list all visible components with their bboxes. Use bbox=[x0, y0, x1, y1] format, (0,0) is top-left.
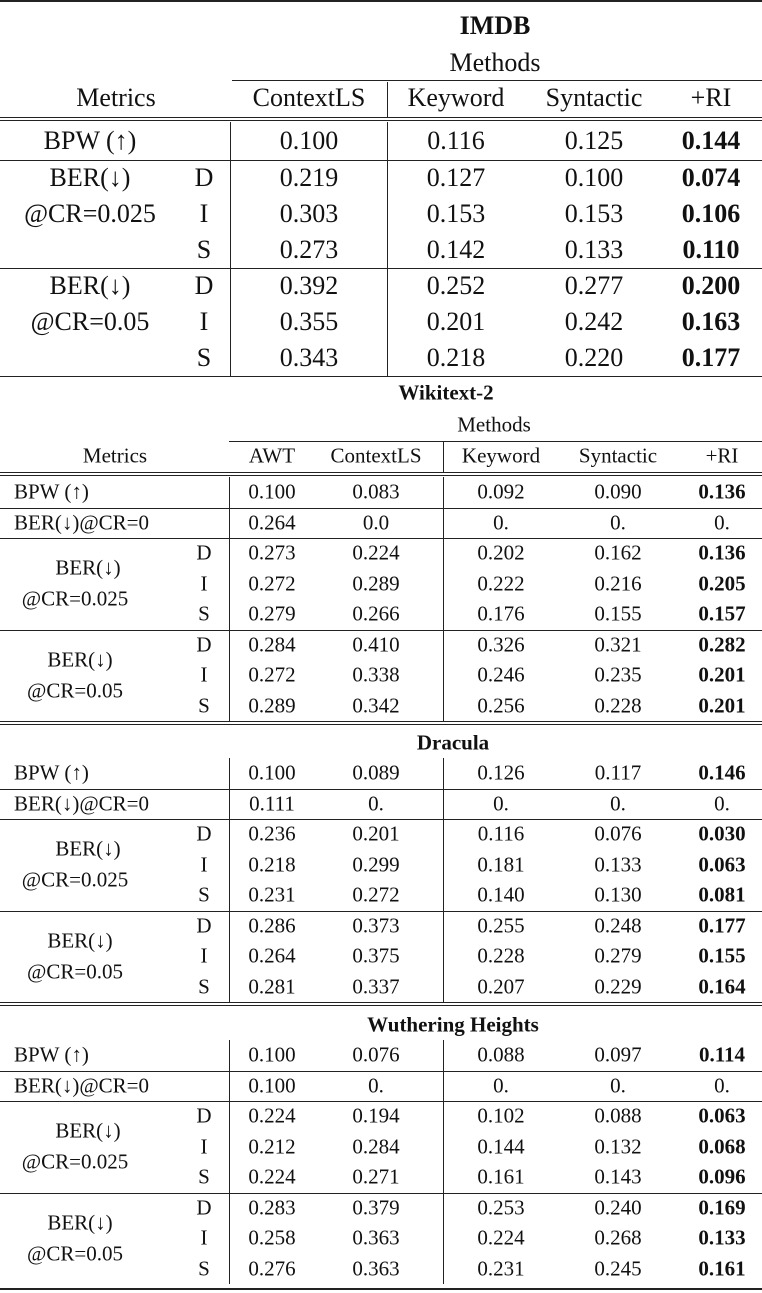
cell: 0.130 bbox=[594, 882, 642, 907]
metric-label: BPW (↑) bbox=[14, 479, 89, 504]
error-type: S bbox=[196, 343, 212, 372]
cell: 0.157 bbox=[698, 601, 746, 626]
cell: 0.373 bbox=[352, 913, 400, 938]
metric-label: BPW (↑) bbox=[43, 126, 137, 155]
cell: 0.088 bbox=[477, 1042, 525, 1067]
cell: 0. bbox=[610, 1073, 626, 1098]
metric-label: BER(↓) bbox=[49, 163, 131, 192]
cell: 0.264 bbox=[248, 510, 296, 535]
cell: 0.181 bbox=[477, 852, 525, 877]
error-type: I bbox=[200, 943, 208, 968]
metric-label: @CR=0.025 bbox=[24, 199, 156, 228]
error-type: S bbox=[198, 882, 210, 907]
metric-label: BER(↓)@CR=0 bbox=[14, 510, 150, 535]
methods-rule bbox=[229, 441, 762, 442]
cell: 0.202 bbox=[477, 540, 525, 565]
section-title: Dracula bbox=[416, 730, 490, 755]
metric-label: BER(↓) bbox=[47, 928, 113, 952]
cell: 0.272 bbox=[352, 882, 400, 907]
rule bbox=[0, 630, 762, 631]
rule bbox=[0, 1101, 762, 1102]
rule bbox=[0, 117, 762, 118]
rule bbox=[0, 724, 762, 725]
column-header: Keyword bbox=[461, 443, 541, 468]
cell: 0.282 bbox=[698, 632, 746, 657]
cell: 0.303 bbox=[279, 199, 339, 228]
cell: 0.100 bbox=[279, 126, 339, 155]
column-rule bbox=[443, 758, 444, 1002]
cell: 0.136 bbox=[698, 479, 746, 504]
cell: 0.177 bbox=[681, 343, 741, 372]
error-type: I bbox=[200, 662, 208, 687]
bottom-rule bbox=[0, 1288, 762, 1290]
column-rule bbox=[387, 122, 388, 376]
error-type: S bbox=[198, 693, 210, 718]
cell: 0.236 bbox=[248, 821, 296, 846]
cell: 0.194 bbox=[352, 1103, 400, 1128]
rule bbox=[0, 472, 762, 473]
rule bbox=[0, 268, 762, 269]
cell: 0.212 bbox=[248, 1134, 296, 1159]
cell: 0.136 bbox=[698, 540, 746, 565]
cell: 0.155 bbox=[698, 943, 746, 968]
cell: 0.030 bbox=[698, 821, 746, 846]
column-rule bbox=[443, 477, 444, 721]
cell: 0.219 bbox=[279, 163, 339, 192]
cell: 0.224 bbox=[352, 540, 400, 565]
column-rule bbox=[443, 442, 444, 472]
metric-label: @CR=0.05 bbox=[27, 678, 123, 702]
rule bbox=[0, 1002, 762, 1003]
cell: 0.092 bbox=[477, 479, 525, 504]
cell: 0. bbox=[368, 1073, 384, 1098]
cell: 0.133 bbox=[594, 852, 642, 877]
cell: 0.133 bbox=[698, 1225, 746, 1250]
metric-label: BER(↓) bbox=[49, 271, 131, 300]
cell: 0.125 bbox=[564, 126, 624, 155]
cell: 0.146 bbox=[698, 760, 746, 785]
cell: 0.090 bbox=[594, 479, 642, 504]
cell: 0.220 bbox=[564, 343, 624, 372]
metric-label: BER(↓) bbox=[55, 1118, 121, 1143]
cell: 0.216 bbox=[594, 571, 642, 596]
column-header: +RI bbox=[690, 83, 732, 112]
cell: 0.100 bbox=[564, 163, 624, 192]
cell: 0.176 bbox=[477, 601, 525, 626]
cell: 0.100 bbox=[248, 1042, 296, 1067]
cell: 0.286 bbox=[248, 913, 296, 938]
column-header: AWT bbox=[248, 443, 296, 468]
cell: 0.116 bbox=[427, 126, 485, 155]
cell: 0.132 bbox=[594, 1134, 642, 1159]
methods-rule bbox=[232, 80, 762, 81]
cell: 0.363 bbox=[352, 1256, 400, 1281]
cell: 0.279 bbox=[248, 601, 296, 626]
cell: 0.140 bbox=[477, 882, 525, 907]
column-header: ContextLS bbox=[252, 83, 366, 112]
cell: 0. bbox=[714, 1073, 730, 1098]
cell: 0.161 bbox=[477, 1164, 525, 1189]
rule bbox=[0, 1193, 762, 1194]
cell: 0.246 bbox=[477, 662, 525, 687]
cell: 0.083 bbox=[352, 479, 400, 504]
section-title: Wikitext-2 bbox=[398, 380, 494, 405]
cell: 0.161 bbox=[698, 1256, 746, 1281]
cell: 0.111 bbox=[249, 791, 295, 816]
error-type: S bbox=[198, 1256, 210, 1281]
error-type: S bbox=[198, 601, 210, 626]
metric-label: BER(↓) bbox=[47, 647, 113, 671]
cell: 0.088 bbox=[594, 1103, 642, 1128]
cell: 0.169 bbox=[698, 1195, 746, 1220]
cell: 0.326 bbox=[477, 632, 525, 657]
metric-label: @CR=0.025 bbox=[21, 867, 129, 892]
cell: 0.256 bbox=[477, 693, 525, 718]
cell: 0.276 bbox=[248, 1256, 296, 1281]
error-type: D bbox=[194, 163, 214, 192]
metric-label: BER(↓) bbox=[55, 836, 121, 861]
error-type: I bbox=[200, 852, 208, 877]
metric-label: BER(↓)@CR=0 bbox=[14, 791, 150, 816]
cell: 0.097 bbox=[594, 1042, 642, 1067]
metric-label: @CR=0.05 bbox=[27, 959, 123, 983]
cell: 0.222 bbox=[477, 571, 525, 596]
error-type: I bbox=[199, 307, 209, 336]
cell: 0.264 bbox=[248, 943, 296, 968]
cell: 0. bbox=[493, 791, 509, 816]
cell: 0.277 bbox=[564, 271, 624, 300]
cell: 0.299 bbox=[352, 852, 400, 877]
cell: 0.273 bbox=[248, 540, 296, 565]
rule bbox=[0, 819, 762, 820]
section-title: Wuthering Heights bbox=[367, 1012, 539, 1037]
error-type: D bbox=[196, 540, 212, 565]
cell: 0.283 bbox=[248, 1195, 296, 1220]
rule bbox=[0, 120, 762, 121]
cell: 0.201 bbox=[426, 307, 486, 336]
cell: 0.114 bbox=[698, 1042, 746, 1067]
cell: 0.100 bbox=[248, 1073, 296, 1098]
cell: 0.144 bbox=[681, 126, 741, 155]
rule bbox=[0, 376, 762, 377]
cell: 0.224 bbox=[477, 1225, 525, 1250]
cell: 0.231 bbox=[477, 1256, 525, 1281]
cell: 0.089 bbox=[352, 760, 400, 785]
column-header: Syntactic bbox=[578, 443, 658, 468]
column-header: Keyword bbox=[407, 83, 505, 112]
cell: 0.271 bbox=[352, 1164, 400, 1189]
cell: 0.279 bbox=[594, 943, 642, 968]
metric-label: BPW (↑) bbox=[14, 760, 89, 785]
metric-label: BPW (↑) bbox=[14, 1042, 89, 1067]
cell: 0.284 bbox=[352, 1134, 400, 1159]
cell: 0.218 bbox=[426, 343, 486, 372]
cell: 0.100 bbox=[248, 760, 296, 785]
cell: 0.117 bbox=[594, 760, 642, 785]
cell: 0. bbox=[714, 510, 730, 535]
rule bbox=[0, 721, 762, 722]
cell: 0.321 bbox=[594, 632, 642, 657]
cell: 0.266 bbox=[352, 601, 400, 626]
cell: 0.201 bbox=[698, 662, 746, 687]
methods-header: Methods bbox=[457, 412, 531, 437]
column-rule bbox=[229, 1040, 230, 1284]
column-rule bbox=[443, 1040, 444, 1284]
cell: 0.063 bbox=[698, 852, 746, 877]
cell: 0.0 bbox=[362, 510, 390, 535]
cell: 0.252 bbox=[426, 271, 486, 300]
rule bbox=[0, 1005, 762, 1006]
cell: 0.224 bbox=[248, 1103, 296, 1128]
cell: 0.068 bbox=[698, 1134, 746, 1159]
cell: 0. bbox=[610, 510, 626, 535]
cell: 0.338 bbox=[352, 662, 400, 687]
cell: 0.205 bbox=[698, 571, 746, 596]
cell: 0.201 bbox=[352, 821, 400, 846]
column-header: +RI bbox=[705, 443, 739, 468]
error-type: S bbox=[196, 235, 212, 264]
cell: 0.229 bbox=[594, 974, 642, 999]
cell: 0.143 bbox=[594, 1164, 642, 1189]
cell: 0.096 bbox=[698, 1164, 746, 1189]
metric-label: @CR=0.05 bbox=[30, 307, 150, 336]
cell: 0.153 bbox=[564, 199, 624, 228]
cell: 0.258 bbox=[248, 1225, 296, 1250]
cell: 0.116 bbox=[477, 821, 525, 846]
column-rule bbox=[229, 477, 230, 721]
cell: 0.201 bbox=[698, 693, 746, 718]
column-header: Syntactic bbox=[545, 83, 643, 112]
rule bbox=[0, 911, 762, 912]
methods-header: Methods bbox=[449, 48, 541, 77]
cell: 0. bbox=[493, 510, 509, 535]
cell: 0.110 bbox=[682, 235, 740, 264]
cell: 0.153 bbox=[426, 199, 486, 228]
error-type: D bbox=[196, 913, 212, 938]
metric-label: BER(↓)@CR=0 bbox=[14, 1073, 150, 1098]
cell: 0.245 bbox=[594, 1256, 642, 1281]
column-rule bbox=[230, 122, 231, 376]
error-type: D bbox=[196, 632, 212, 657]
column-rule bbox=[387, 82, 388, 117]
cell: 0.144 bbox=[477, 1134, 525, 1159]
error-type: I bbox=[200, 1225, 208, 1250]
metric-label: BER(↓) bbox=[47, 1210, 113, 1234]
rule bbox=[0, 508, 762, 509]
rule bbox=[0, 160, 762, 161]
error-type: D bbox=[196, 821, 212, 846]
cell: 0.063 bbox=[698, 1103, 746, 1128]
cell: 0.228 bbox=[594, 693, 642, 718]
cell: 0.355 bbox=[279, 307, 339, 336]
metric-label: @CR=0.025 bbox=[21, 586, 129, 611]
cell: 0. bbox=[368, 791, 384, 816]
cell: 0.076 bbox=[352, 1042, 400, 1067]
cell: 0.133 bbox=[564, 235, 624, 264]
cell: 0.163 bbox=[681, 307, 741, 336]
cell: 0.231 bbox=[248, 882, 296, 907]
cell: 0.102 bbox=[477, 1103, 525, 1128]
cell: 0.106 bbox=[681, 199, 741, 228]
cell: 0.375 bbox=[352, 943, 400, 968]
rule bbox=[0, 538, 762, 539]
cell: 0.410 bbox=[352, 632, 400, 657]
cell: 0.224 bbox=[248, 1164, 296, 1189]
error-type: D bbox=[194, 271, 214, 300]
metrics-header: Metrics bbox=[82, 443, 148, 468]
error-type: I bbox=[199, 199, 209, 228]
cell: 0.228 bbox=[477, 943, 525, 968]
error-type: D bbox=[196, 1195, 212, 1220]
cell: 0.076 bbox=[594, 821, 642, 846]
cell: 0.155 bbox=[594, 601, 642, 626]
metric-label: @CR=0.025 bbox=[21, 1149, 129, 1174]
error-type: S bbox=[198, 1164, 210, 1189]
cell: 0.162 bbox=[594, 540, 642, 565]
cell: 0.074 bbox=[681, 163, 741, 192]
cell: 0.363 bbox=[352, 1225, 400, 1250]
cell: 0.207 bbox=[477, 974, 525, 999]
cell: 0.272 bbox=[248, 571, 296, 596]
cell: 0.218 bbox=[248, 852, 296, 877]
error-type: S bbox=[198, 974, 210, 999]
cell: 0. bbox=[610, 791, 626, 816]
rule bbox=[0, 1071, 762, 1072]
cell: 0.127 bbox=[426, 163, 486, 192]
metric-label: @CR=0.05 bbox=[27, 1241, 123, 1265]
cell: 0.142 bbox=[426, 235, 486, 264]
cell: 0.164 bbox=[698, 974, 746, 999]
metrics-header: Metrics bbox=[76, 83, 156, 112]
cell: 0.081 bbox=[698, 882, 746, 907]
cell: 0.248 bbox=[594, 913, 642, 938]
cell: 0.235 bbox=[594, 662, 642, 687]
cell: 0.242 bbox=[564, 307, 624, 336]
cell: 0.379 bbox=[352, 1195, 400, 1220]
rule bbox=[0, 789, 762, 790]
error-type: D bbox=[196, 1103, 212, 1128]
cell: 0.273 bbox=[279, 235, 339, 264]
error-type: I bbox=[200, 571, 208, 596]
error-type: I bbox=[200, 1134, 208, 1159]
cell: 0.284 bbox=[248, 632, 296, 657]
cell: 0.392 bbox=[279, 271, 339, 300]
cell: 0.253 bbox=[477, 1195, 525, 1220]
top-rule bbox=[0, 0, 762, 2]
cell: 0. bbox=[714, 791, 730, 816]
cell: 0.281 bbox=[248, 974, 296, 999]
column-rule bbox=[229, 758, 230, 1002]
cell: 0.200 bbox=[681, 271, 741, 300]
section-title: IMDB bbox=[459, 11, 531, 40]
cell: 0.100 bbox=[248, 479, 296, 504]
cell: 0.177 bbox=[698, 913, 746, 938]
cell: 0.126 bbox=[477, 760, 525, 785]
cell: 0.337 bbox=[352, 974, 400, 999]
cell: 0.268 bbox=[594, 1225, 642, 1250]
cell: 0.255 bbox=[477, 913, 525, 938]
column-header: ContextLS bbox=[330, 443, 422, 468]
rule bbox=[0, 475, 762, 476]
cell: 0.343 bbox=[279, 343, 339, 372]
cell: 0.240 bbox=[594, 1195, 642, 1220]
cell: 0.342 bbox=[352, 693, 400, 718]
metric-label: BER(↓) bbox=[55, 555, 121, 580]
cell: 0. bbox=[493, 1073, 509, 1098]
cell: 0.289 bbox=[352, 571, 400, 596]
cell: 0.289 bbox=[248, 693, 296, 718]
cell: 0.272 bbox=[248, 662, 296, 687]
